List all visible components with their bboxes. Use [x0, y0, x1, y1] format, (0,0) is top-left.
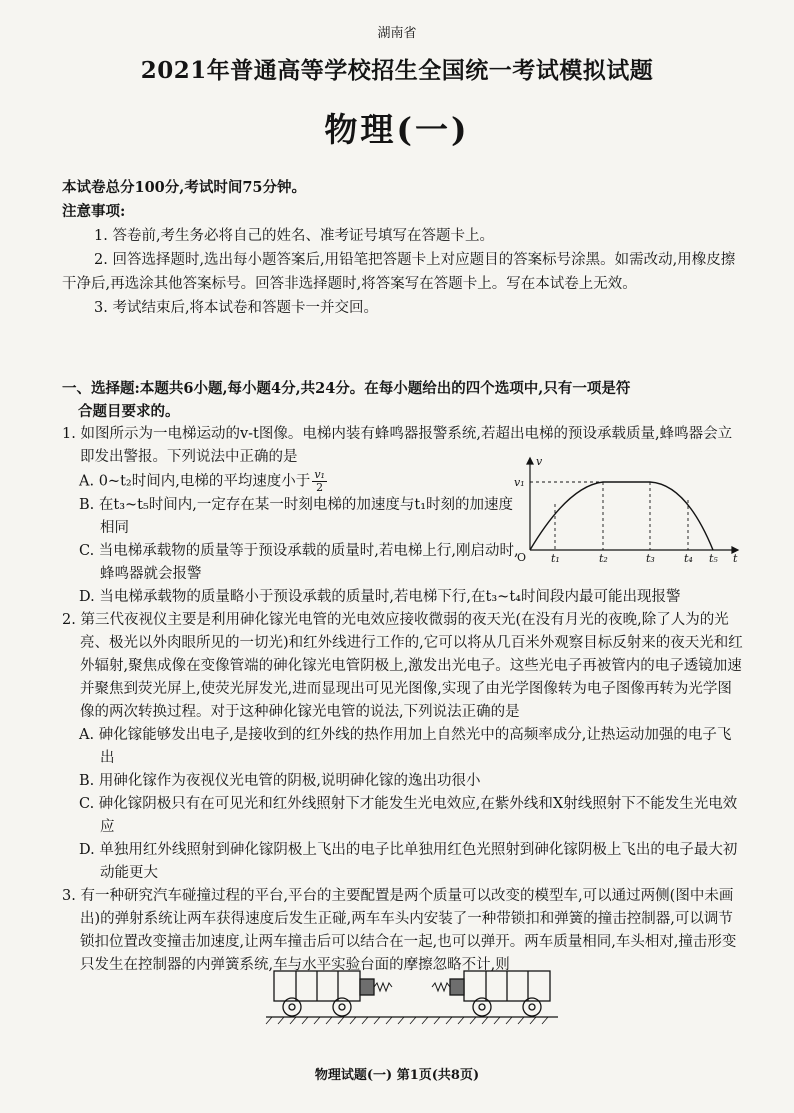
- t-axis-label: t: [733, 552, 738, 564]
- section-heading-cont: 合题目要求的。: [78, 403, 180, 420]
- option-a-text: A. 0~t₂时间内,电梯的平均速度小于: [79, 473, 311, 490]
- fraction-v1-over-2: [312, 469, 327, 494]
- section-heading: 一、选择题:本题共6小题,每小题4分,共24分。在每小题给出的四个选项中,只有一项是符: [62, 380, 631, 397]
- question-2-stem: 2. 第三代夜视仪主要是利用砷化镓光电管的光电效应接收微弱的夜天光(在没有月光的夜晚,除了人为的光亮、极光以外肉眼所见的一切光)和红外线进行工作的,它可以将从几百米外观察目标反射来的夜天光和红外辐射,聚焦成像在变像管端的砷化镓光电管阴极上,激发出光电子。这些光电子再被管内的电子透镜加速并聚焦到荧光屏上,使荧光屏发光,进而显现出可见光图像,实现了由光学图像转为电子图像再转为光学图像的两次转换过程。对于这种砷化镓光电管的说法,下列说法正确的是: [62, 612, 743, 720]
- v-axis-arrow: [527, 458, 533, 464]
- right-car-bumper: [450, 979, 464, 995]
- origin-label: O: [517, 551, 527, 564]
- exam-summary: 本试卷总分100分,考试时间75分钟。: [62, 179, 306, 196]
- note-1: 1. 答卷前,考生务必将自己的姓名、准考证号填写在答题卡上。: [94, 228, 495, 244]
- question-2-option-b: B. 用砷化镓作为夜视仪光电管的阴极,说明砷化镓的逸出功很小: [79, 773, 481, 789]
- page-footer: 物理试题(一) 第1页(共8页): [314, 1068, 480, 1083]
- v1-label: v₁: [514, 476, 525, 489]
- exam-title: 2021年普通高等学校招生全国统一考试模拟试题: [140, 57, 654, 84]
- instructions-block: [62, 176, 742, 320]
- question-2-option-c: C. 砷化镓阴极只有在可见光和红外线照射下才能发生光电效应,在紫外线和X射线照射下不能发生光电效应: [79, 796, 738, 835]
- t5-label: t₅: [709, 552, 718, 564]
- question-1-option-c: C. 当电梯承载物的质量等于预设承载的质量时,若电梯上行,刚启动时,蜂鸣器就会报警: [79, 543, 519, 582]
- note-2: 2. 回答选择题时,选出每小题答案后,用铅笔把答题卡上对应题目的答案标号涂黑。如需改动,用橡皮擦干净后,再选涂其他答案标号。回答非选择题时,将答案写在答题卡上。写在本试卷上无效。: [62, 252, 736, 292]
- vt-graph: [508, 454, 744, 564]
- notes-title: 注意事项:: [62, 203, 126, 220]
- question-2-option-a: A. 砷化镓能够发出电子,是接收到的红外线的热作用加上自然光中的高频率成分,让热运动加强的电子飞出: [79, 727, 732, 766]
- t1-label: t₁: [551, 552, 560, 564]
- t3-label: t₃: [646, 552, 655, 564]
- t4-label: t₄: [684, 552, 693, 564]
- fraction-numerator: v₁: [314, 468, 325, 481]
- subject-title: 物理(一): [324, 110, 470, 149]
- question-3-stem: 3. 有一种研究汽车碰撞过程的平台,平台的主要配置是两个质量可以改变的模型车,可以通过两侧(图中未画出)的弹射系统让两车获得速度后发生正碰,两车车头内安装了一种带锁扣和弹簧的撞击控制器,可以调节锁扣位置改变撞击加速度,让两车撞击后可以结合在一起,也可以弹开。两车质量相同,车头相对,撞击形变只发生在控制器的内弹簧系统,车与水平实验台面的摩擦忽略不计,则: [62, 888, 737, 973]
- note-3: 3. 考试结束后,将本试卷和答题卡一并交回。: [94, 300, 379, 316]
- left-car: [274, 971, 392, 1016]
- question-1-option-d: D. 当电梯承载物的质量略小于预设承载的质量时,若电梯下行,在t₃~t₄时间段内最可能出现报警: [79, 589, 681, 605]
- question-1-stem: 1. 如图所示为一电梯运动的v-t图像。电梯内装有蜂鸣器报警系统,若超出电梯的预设承载质量,蜂鸣器会立即发出警报。下列说法中正确的是: [62, 426, 733, 465]
- left-spring: [374, 983, 392, 991]
- right-spring: [432, 983, 450, 991]
- province-label: 湖南省: [377, 26, 417, 41]
- velocity-curve: [530, 482, 713, 550]
- question-1-option-b: B. 在t₃~t₅时间内,一定存在某一时刻电梯的加速度与t₁时刻的加速度相同: [79, 497, 514, 536]
- left-car-bumper: [360, 979, 374, 995]
- v-axis-label: v: [536, 455, 543, 468]
- fraction-denominator: 2: [316, 481, 324, 494]
- question-2-option-d: D. 单独用红外线照射到砷化镓阴极上飞出的电子比单独用红色光照射到砷化镓阴极上飞出的电子最大初动能更大: [79, 842, 738, 881]
- right-car: [432, 971, 550, 1016]
- t2-label: t₂: [599, 552, 608, 564]
- collision-diagram: [262, 965, 562, 1027]
